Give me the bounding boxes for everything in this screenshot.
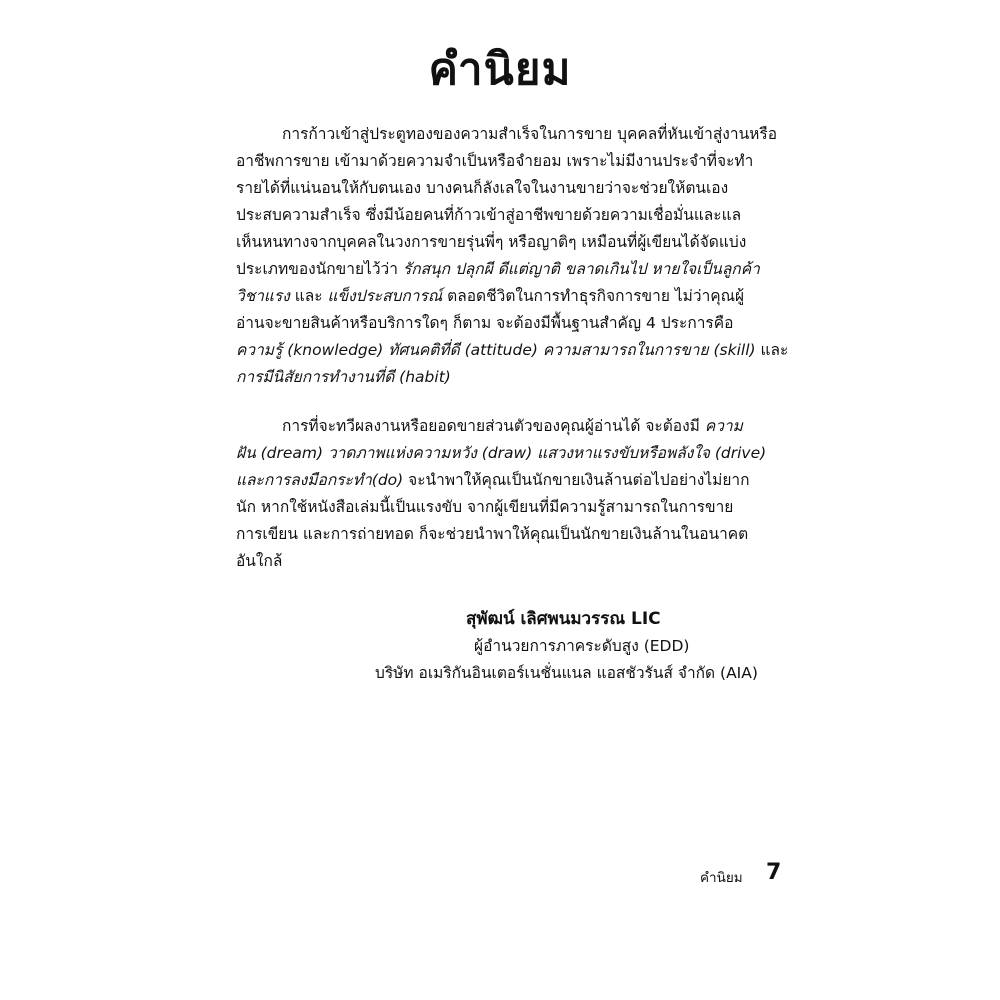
text-line: อ่านจะขายสินค้าหรือบริการใดๆ ก็ตาม จะต้องมีพื้นฐานสำคัญ 4 ประการคือ <box>236 314 734 332</box>
text-line: และการลงมือกระทำ(do) จะนำพาให้คุณเป็นนักขายเงินล้านต่อไปอย่างไม่ยาก <box>236 471 750 489</box>
text-line: ประเภทของนักขายไว้ว่า รักสนุก ปลุกผี ดีแต่ญาติ ขลาดเกินไป หายใจเป็นลูกค้า <box>236 260 760 278</box>
text-line: เห็นหนทางจากบุคคลในวงการขายรุ่นพี่ๆ หรือญาติๆ เหมือนที่ผู้เขียนได้จัดแบ่ง <box>236 233 747 251</box>
text-line: อันใกล้ <box>236 552 283 570</box>
signature-name: สุพัฒน์ เลิศพนมวรรณ LIC <box>466 609 661 629</box>
signature-company: บริษัท อเมริกันอินเตอร์เนชั่นแนล แอสชัวรันส์ จำกัด (AIA) <box>375 664 758 682</box>
page-footer <box>700 862 820 892</box>
paragraph-1 <box>236 121 789 391</box>
paragraph-2 <box>236 413 776 575</box>
text-line: วิชาแรง และ แข็งประสบการณ์ ตลอดชีวิตในการทำธุรกิจการขาย ไม่ว่าคุณผู้ <box>236 287 745 305</box>
footer-section-label: คำนิยม <box>700 870 743 886</box>
text-line: ฝัน (dream) วาดภาพแห่งความหวัง (draw) แสวงหาแรงขับหรือพลังใจ (drive) <box>236 444 767 462</box>
text-line: การเขียน และการถ่ายทอด ก็จะช่วยนำพาให้คุณเป็นนักขายเงินล้านในอนาคต <box>236 525 749 543</box>
text-line: ประสบความสำเร็จ ซึ่งมีน้อยคนที่ก้าวเข้าสู่อาชีพขายด้วยความเชื่อมั่นและแล <box>236 206 742 224</box>
signature-position: ผู้อำนวยการภาคระดับสูง (EDD) <box>474 637 690 655</box>
text-line: การมีนิสัยการทำงานที่ดี (habit) <box>236 368 451 386</box>
text-line: รายได้ที่แน่นอนให้กับตนเอง บางคนก็ลังเลใจในงานขายว่าจะช่วยให้ตนเอง <box>236 179 729 197</box>
page-number: 7 <box>766 860 782 885</box>
text-line: การที่จะทวีผลงานหรือยอดขายส่วนตัวของคุณผู้อ่านได้ จะต้องมี ความ <box>282 417 743 435</box>
text-line: อาชีพการขาย เข้ามาด้วยความจำเป็นหรือจำยอม เพราะไม่มีงานประจำที่จะทำ <box>236 152 754 170</box>
text-line: นัก หากใช้หนังสือเล่มนี้เป็นแรงขับ จากผู้เขียนที่มีความรู้สามารถในการขาย <box>236 498 734 516</box>
text-line: การก้าวเข้าสู่ประตูทองของความสำเร็จในการขาย บุคคลที่หันเข้าสู่งานหรือ <box>282 125 778 143</box>
text-line: ความรู้ (knowledge) ทัศนคติที่ดี (attitude) ความสามารถในการขาย (skill) และ <box>236 341 789 359</box>
page-title: คำนิยม <box>428 44 572 95</box>
